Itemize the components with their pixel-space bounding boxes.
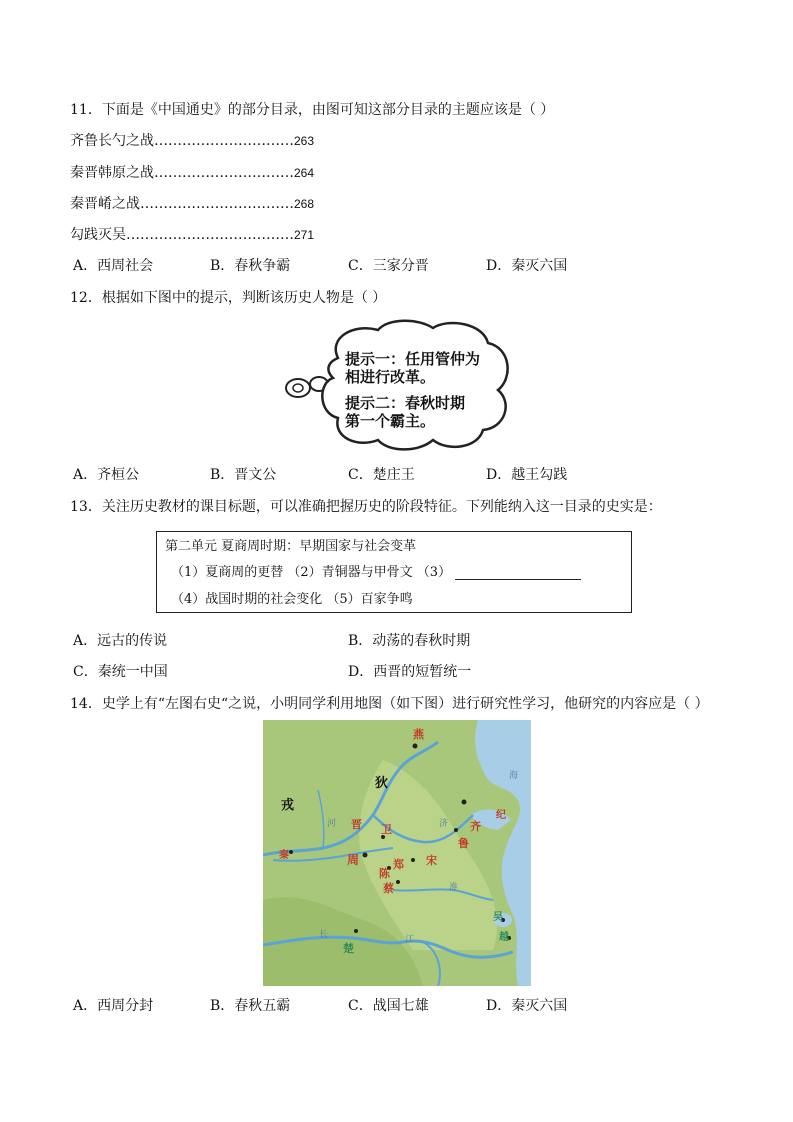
toc-page: 268 xyxy=(294,197,315,211)
toc-title: 秦晋崤之战 xyxy=(70,196,140,212)
q14-option-c[interactable]: C．战国七雄 xyxy=(348,998,429,1014)
map-label-chen: 陈 xyxy=(379,867,390,880)
map-label-he: 河 xyxy=(327,819,337,829)
toc-title: 齐鲁长勺之战 xyxy=(70,133,154,149)
q14-option-a[interactable]: A．西周分封 xyxy=(73,998,154,1014)
q14-option-d[interactable]: D．秦灭六国 xyxy=(486,998,568,1014)
map-label-qin: 秦 xyxy=(279,850,289,861)
unit-row-3: （4）战国时期的社会变化 （5）百家争鸣 xyxy=(171,592,413,607)
map-label-ji-river: 济 xyxy=(439,819,449,829)
hint1-line2: 相进行改革。 xyxy=(345,368,436,386)
q11-stem: 11．下面是《中国通史》的部分目录，由图可知这部分目录的主题应该是（ ） xyxy=(70,102,555,118)
map-label-rong: 戎 xyxy=(281,798,295,813)
toc-item xyxy=(70,226,314,244)
map-label-yan: 燕 xyxy=(413,728,424,741)
toc-item xyxy=(70,132,314,150)
q13-option-d[interactable]: D．西晋的短暂统一 xyxy=(348,664,472,680)
map-label-lu: 鲁 xyxy=(458,837,469,850)
map-label-zhou: 周 xyxy=(347,853,360,867)
map-label-jiang: 江 xyxy=(405,935,415,945)
q12-stem: 12．根据如下图中的提示，判断该历史人物是（ ） xyxy=(70,290,387,306)
toc-title: 秦晋韩原之战 xyxy=(70,165,154,181)
q13-option-c[interactable]: C．秦统一中国 xyxy=(73,664,168,680)
map-label-chang: 长 xyxy=(319,930,329,940)
thought-bubble-illustration xyxy=(283,318,515,453)
q11-option-d[interactable]: D．秦灭六国 xyxy=(486,258,568,274)
toc-page: 263 xyxy=(294,134,315,148)
toc-page: 264 xyxy=(294,166,315,180)
map-graphic xyxy=(263,720,531,986)
toc-item xyxy=(70,164,314,182)
toc-page: 271 xyxy=(294,228,315,242)
map-label-yue: 越 xyxy=(499,932,509,943)
unit-outline-box xyxy=(156,531,632,613)
spring-autumn-map xyxy=(263,720,531,986)
map-label-jin: 晋 xyxy=(351,818,362,831)
map-label-huai: 淮 xyxy=(449,883,459,893)
unit-row-2-text: （1）夏商周的更替 （2）青铜器与甲骨文 （3） xyxy=(171,565,452,580)
map-label-wu: 吴 xyxy=(493,912,503,923)
toc-dots: ………………………… xyxy=(154,133,294,149)
unit-header: 第二单元 夏商周时期：早期国家与社会变革 xyxy=(165,539,417,554)
unit-row-2 xyxy=(171,561,581,580)
map-label-cai: 蔡 xyxy=(383,882,394,895)
q11-option-a[interactable]: A．西周社会 xyxy=(73,258,154,274)
q12-option-a[interactable]: A．齐桓公 xyxy=(73,467,140,483)
q12-option-b[interactable]: B．晋文公 xyxy=(210,467,277,483)
map-label-wei: 卫 xyxy=(381,823,392,836)
map-label-di: 狄 xyxy=(375,776,389,791)
answer-blank xyxy=(455,565,581,580)
map-label-qi: 齐 xyxy=(470,820,481,833)
hint2-line2: 第一个霸主。 xyxy=(345,412,436,430)
q11-option-c[interactable]: C．三家分晋 xyxy=(348,258,429,274)
q12-option-d[interactable]: D．越王勾践 xyxy=(486,467,568,483)
q13-option-b[interactable]: B．动荡的春秋时期 xyxy=(348,633,471,649)
map-label-ji: 纪 xyxy=(496,810,506,821)
q14-option-b[interactable]: B．春秋五霸 xyxy=(210,998,291,1014)
q12-option-c[interactable]: C．楚庄王 xyxy=(348,467,415,483)
hint2-line1: 提示二：春秋时期 xyxy=(345,394,466,412)
hint1-line1: 提示一：任用管仲为 xyxy=(345,350,481,368)
toc-title: 勾践灭吴 xyxy=(70,227,126,243)
toc-item xyxy=(70,195,314,213)
q13-stem: 13．关注历史教材的课目标题，可以准确把握历史的阶段特征。下列能纳入这一目录的史实是： xyxy=(70,499,662,515)
map-label-chu: 楚 xyxy=(343,942,354,955)
map-label-zheng: 郑 xyxy=(393,858,404,871)
q11-option-b[interactable]: B．春秋争霸 xyxy=(210,258,291,274)
q13-option-a[interactable]: A．远古的传说 xyxy=(73,633,168,649)
toc-dots: ……………………………… xyxy=(126,227,294,243)
map-label-hai: 海 xyxy=(509,771,519,781)
toc-dots: …………………………… xyxy=(140,196,294,212)
q14-stem: 14．史学上有“左图右史“之说，小明同学利用地图（如下图）进行研究性学习，他研究的内容应是（ ） xyxy=(70,696,709,712)
map-label-song: 宋 xyxy=(426,854,437,867)
toc-dots: ………………………… xyxy=(154,165,294,181)
